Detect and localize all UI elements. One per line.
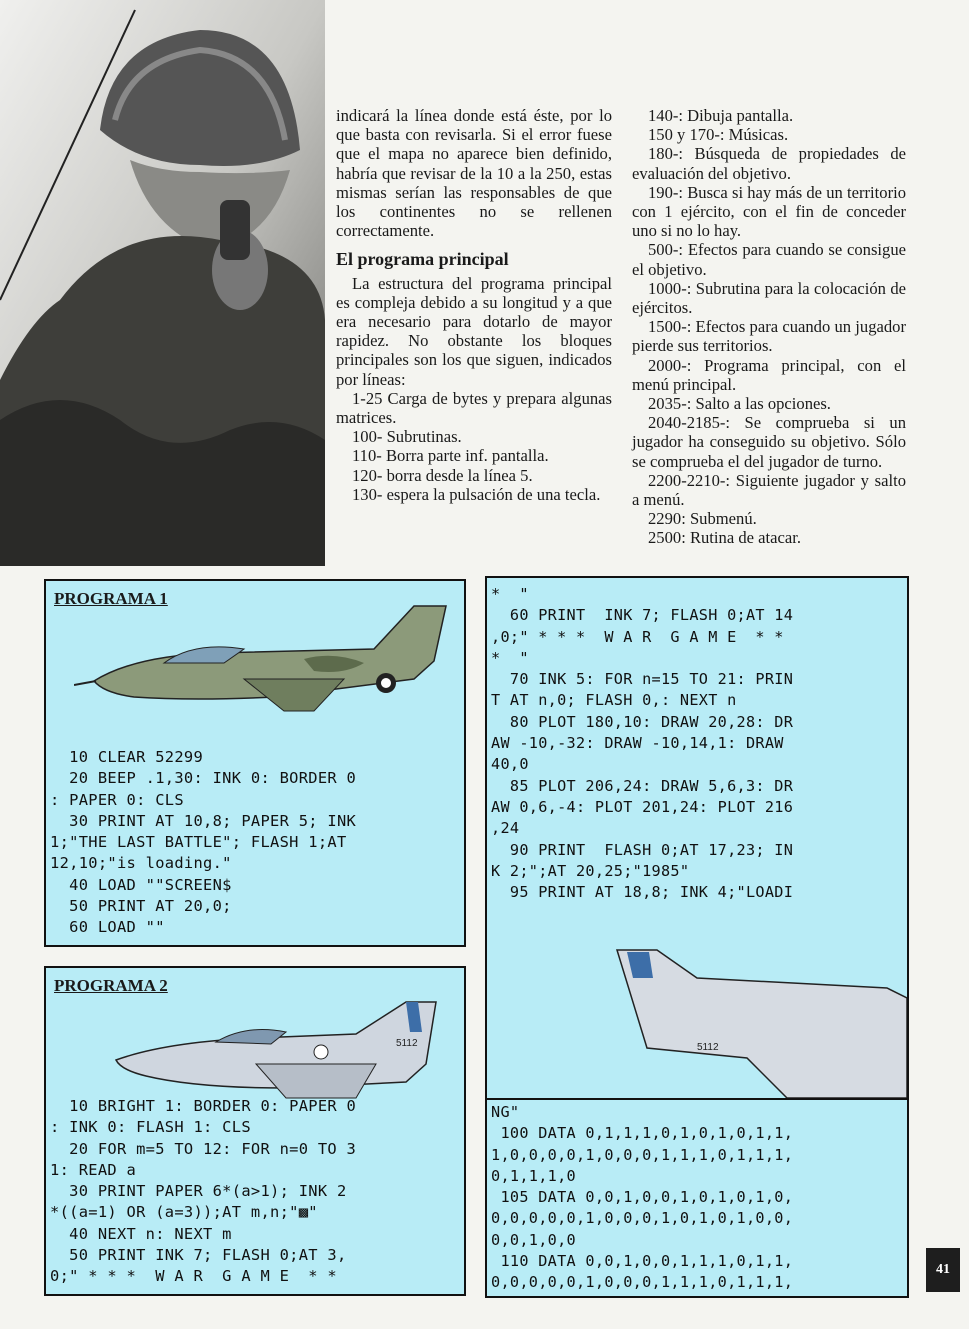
paragraph-main-program: La estructura del programa principal es compleja debido a su longitud y a que era necesario para dotarlo de mayor rapidez. No obstante los bloques principales son los que siguen, indicados por líneas: xyxy=(336,273,612,389)
list-item: 1-25 Carga de bytes y prepara algunas matrices. xyxy=(336,388,612,428)
list-item: 2500: Rutina de atacar. xyxy=(648,528,801,548)
svg-text:5112: 5112 xyxy=(396,1038,418,1049)
programa-2-code-top: * " 60 PRINT INK 7; FLASH 0;AT 14 ,0;" * * * W A R G A M E * * * " 70 INK 5: FOR n=15 TO 21: PRIN T AT n,0; FLASH 0,: NEXT n 80 PLOT 180,10: DRAW 20,28: DR AW -10,-32: DRAW -10,14,1: DRAW 40,0 85 PLOT 206,24: DRAW 5,6,3: DR AW 0,6,-4: PLOT 201,24: PLOT 216 ,24 90 PRINT FLASH 0;AT 17,23; IN K 2;";AT 20,25;"1985" 95 PRINT AT 18,8; INK 4;"LOADI xyxy=(491,585,794,902)
jet-aircraft-illustration xyxy=(74,601,454,721)
list-item: 2290: Submenú. xyxy=(648,509,757,529)
list-item: 100- Subrutinas. xyxy=(352,427,462,447)
programa-2-code: 10 BRIGHT 1: BORDER 0: PAPER 0 : INK 0: FLASH 1: CLS 20 FOR m=5 TO 12: FOR n=0 TO 3 1: READ a 30 PRINT PAPER 6*(a>1); INK 2 *((a=1) OR (a=3));AT m,n;"▩" 40 NEXT n: NEXT m 50 PRINT INK 7; FLASH 0;AT 3, 0;" * * * W A R G A M E * * xyxy=(50,1097,357,1286)
programa-2-title: PROGRAMA 2 xyxy=(54,976,168,995)
jet-aircraft-illustration xyxy=(106,972,446,1102)
divider xyxy=(487,1098,907,1100)
soldier-illustration xyxy=(0,0,325,566)
list-item: 140-: Dibuja pantalla. xyxy=(648,106,794,125)
list-item: 500-: Efectos para cuando se consigue el objetivo. xyxy=(632,240,906,279)
list-item: 2035-: Salto a las opciones. xyxy=(648,394,831,414)
list-item: 190-: Busca si hay más de un territorio con 1 ejército, con el fin de conceder uno si no lo hay. xyxy=(632,182,906,241)
list-item: 150 y 170-: Músicas. xyxy=(648,125,789,145)
list-item: 2200-2210-: Siguiente jugador y salto a menú. xyxy=(632,470,906,510)
list-item: 180-: Búsqueda de propiedades de evaluación del objetivo. xyxy=(632,144,906,183)
programa-2-continuation xyxy=(485,576,909,1298)
article-column-left xyxy=(336,106,612,504)
page-number: 41 xyxy=(926,1248,960,1292)
paragraph-intro: indicará la línea donde está éste, por lo que basta con revisarla. Si el error fuese que el mapa no aparece bien definido, habría que revisar de la 10 a la 250, estas mismas serían las responsables de que los continentes no se rellenen correctamente. xyxy=(336,106,612,241)
list-item: 1000-: Subrutina para la colocación de ejércitos. xyxy=(632,278,906,318)
list-item: 2000-: Programa principal, con el menú principal. xyxy=(632,355,906,394)
programa-2-listing xyxy=(44,966,466,1296)
programa-2-code-bottom: NG" 100 DATA 0,1,1,1,0,1,0,1,0,1,1, 1,0,0,0,0,1,0,0,0,1,1,1,0,1,1,1, 0,1,1,1,0 105 DATA 0,0,1,0,0,1,0,1,0,1,0, 0,0,0,0,0,1,0,0,0,1,0,1,0,1,0,0, 0,0,1,0,0 110 DATA 0,0,1,0,0,1,1,1,0,1,1, 0,0,0,0,0,1,0,0,0,1,1,1,0,1,1,1, xyxy=(491,1103,794,1292)
svg-text:5112: 5112 xyxy=(697,1042,719,1053)
programa-1-listing xyxy=(44,579,466,947)
soldier-photo xyxy=(0,0,325,566)
list-item: 2040-2185-: Se comprueba si un jugador ha conseguido su objetivo. Sólo se comprueba el del jugador de turno. xyxy=(632,413,906,471)
list-item: 110- Borra parte inf. pantalla. xyxy=(352,446,549,466)
programa-1-title: PROGRAMA 1 xyxy=(54,589,168,608)
list-item: 120- borra desde la línea 5. xyxy=(352,465,533,485)
jet-aircraft-tail-illustration xyxy=(587,938,907,1098)
list-item: 1500-: Efectos para cuando un jugador pierde sus territorios. xyxy=(632,317,906,356)
section-heading: El programa principal xyxy=(336,249,509,270)
list-item: 130- espera la pulsación de una tecla. xyxy=(352,484,601,504)
programa-1-code: 10 CLEAR 52299 20 BEEP .1,30: INK 0: BORDER 0 : PAPER 0: CLS 30 PRINT AT 10,8; PAPER 5; INK 1;"THE LAST BATTLE"; FLASH 1;AT 12,10;"is loading." 40 LOAD ""SCREEN$ 50 PRINT AT 20,0; 60 LOAD "" xyxy=(50,748,357,937)
article-column-right xyxy=(632,106,906,548)
